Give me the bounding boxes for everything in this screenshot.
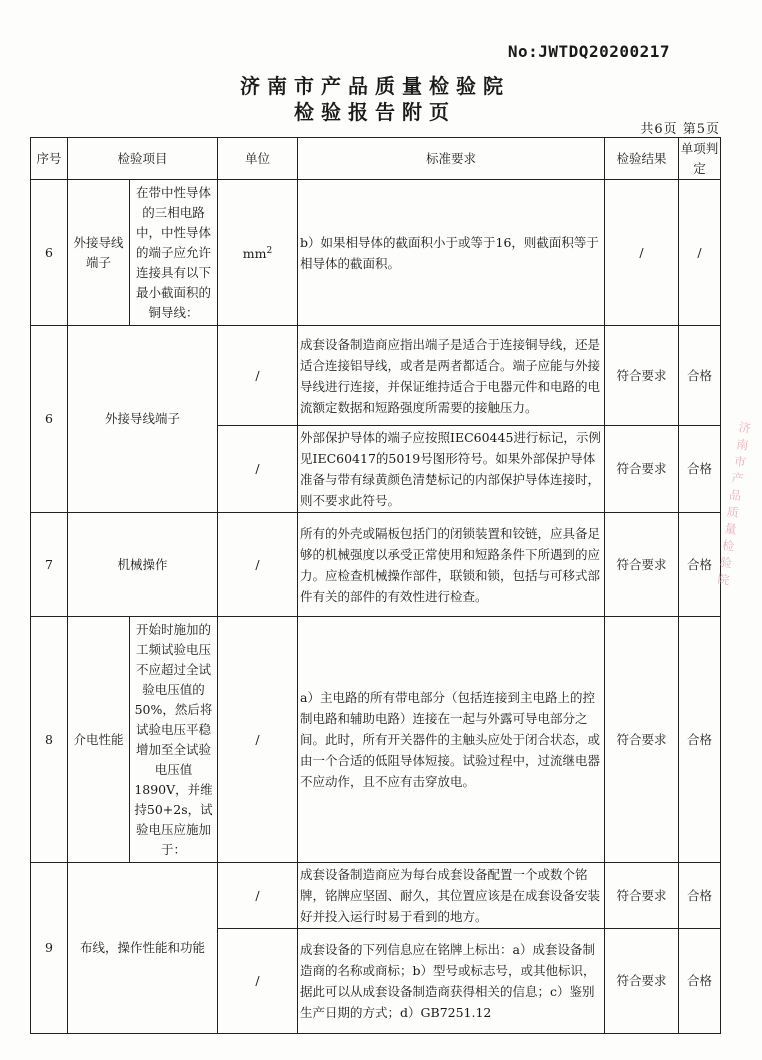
seq-cell: 6 [31, 326, 68, 513]
seq-cell: 8 [31, 617, 68, 863]
header-seq: 序号 [31, 138, 68, 180]
item-cell: 机械操作 [68, 513, 218, 617]
unit-cell: / [218, 426, 298, 513]
table-row [31, 513, 721, 617]
verdict-cell: 合格 [679, 426, 721, 513]
verdict-cell: 合格 [679, 617, 721, 863]
table-row [31, 863, 721, 929]
unit-cell: / [218, 929, 298, 1034]
verdict-cell: 合格 [679, 513, 721, 617]
unit-cell: / [218, 326, 298, 426]
sub-item-cell: 开始时施加的工频试验电压不应超过全试验电压值的50%，然后将试验电压平稳增加至全试验电压值1890V，并维持50+2s，试验电压应施加于： [130, 617, 218, 863]
seq-cell: 6 [31, 180, 68, 326]
header-result: 检验结果 [605, 138, 679, 180]
inspection-table [30, 137, 721, 1034]
verdict-cell: 合格 [679, 863, 721, 929]
sub-item-cell: 在带中性导体的三相电路中，中性导体的端子应允许连接具有以下最小截面积的铜导线： [130, 180, 218, 326]
unit-base: mm [242, 246, 267, 262]
item-cell: 外接导线端子 [68, 180, 130, 326]
requirement-cell: 成套设备制造商应为每台成套设备配置一个或数个铭牌，铭牌应坚固、耐久，其位置应该是在成套设备安装好并投入运行时易于看到的地方。 [298, 863, 605, 929]
seq-cell: 9 [31, 863, 68, 1034]
requirement-cell: 成套设备的下列信息应在铭牌上标出：a）成套设备制造商的名称或商标；b）型号或标志号，或其他标识，据此可以从成套设备制造商获得相关的信息；c）鉴别生产日期的方式；d）GB7251.12 [298, 929, 605, 1034]
institute-title: 济南市产品质量检验院 [240, 74, 510, 98]
item-cell: 布线，操作性能和功能 [68, 863, 218, 1034]
page-info: 共6页 第5页 [640, 122, 720, 137]
header-item: 检验项目 [68, 138, 218, 180]
header-requirement: 标准要求 [298, 138, 605, 180]
unit-cell: / [218, 863, 298, 929]
result-cell: 符合要求 [605, 863, 679, 929]
unit-cell: / [218, 513, 298, 617]
requirement-cell: 成套设备制造商应指出端子是适合于连接铜导线，还是适合连接铝导线，或者是两者都适合。端子应能与外接导线进行连接，并保证维持适合于电器元件和电路的电流额定数据和短路强度所需要的接触压力。 [298, 326, 605, 426]
item-cell: 介电性能 [68, 617, 130, 863]
unit-superscript: 2 [266, 245, 273, 256]
result-cell: 符合要求 [605, 426, 679, 513]
requirement-cell: b）如果相导体的截面积小于或等于16，则截面积等于相导体的截面积。 [298, 180, 605, 326]
result-cell: 符合要求 [605, 513, 679, 617]
requirement-cell: a）主电路的所有带电部分（包括连接到主电路上的控制电路和辅助电路）连接在一起与外露可导电部分之间。此时，所有开关器件的主触头应处于闭合状态，或由一个合适的低阻导体短接。试验过程中，过流继电器不应动作，且不应有击穿放电。 [298, 617, 605, 863]
table-header-row [31, 138, 721, 180]
result-cell: 符合要求 [605, 617, 679, 863]
header-unit: 单位 [218, 138, 298, 180]
item-cell: 外接导线端子 [68, 326, 218, 513]
result-cell: / [605, 180, 679, 326]
header-verdict: 单项判定 [679, 138, 721, 180]
report-number: No:JWTDQ20200217 [507, 42, 670, 61]
unit-cell [218, 180, 298, 326]
verdict-cell: / [679, 180, 721, 326]
table-row [31, 180, 721, 326]
verdict-cell: 合格 [679, 929, 721, 1034]
seam-stamp: 济南市产品质量检验院 [716, 420, 752, 588]
result-cell: 符合要求 [605, 929, 679, 1034]
unit-cell: / [218, 617, 298, 863]
table-row [31, 326, 721, 426]
seq-cell: 7 [31, 513, 68, 617]
requirement-cell: 所有的外壳或隔板包括门的闭锁装置和铰链，应具备足够的机械强度以承受正常使用和短路条件下所遇到的应力。应检查机械操作部件，联锁和锁，包括与可移式部件有关的部件的有效性进行检查。 [298, 513, 605, 617]
verdict-cell: 合格 [679, 326, 721, 426]
table-row [31, 617, 721, 863]
requirement-cell: 外部保护导体的端子应按照IEC60445进行标记，示例见IEC60417的5019号图形符号。如果外部保护导体准备与带有绿黄颜色清楚标记的内部保护导体连接时，则不要求此符号。 [298, 426, 605, 513]
result-cell: 符合要求 [605, 326, 679, 426]
report-appendix-title: 检验报告附页 [294, 100, 456, 124]
